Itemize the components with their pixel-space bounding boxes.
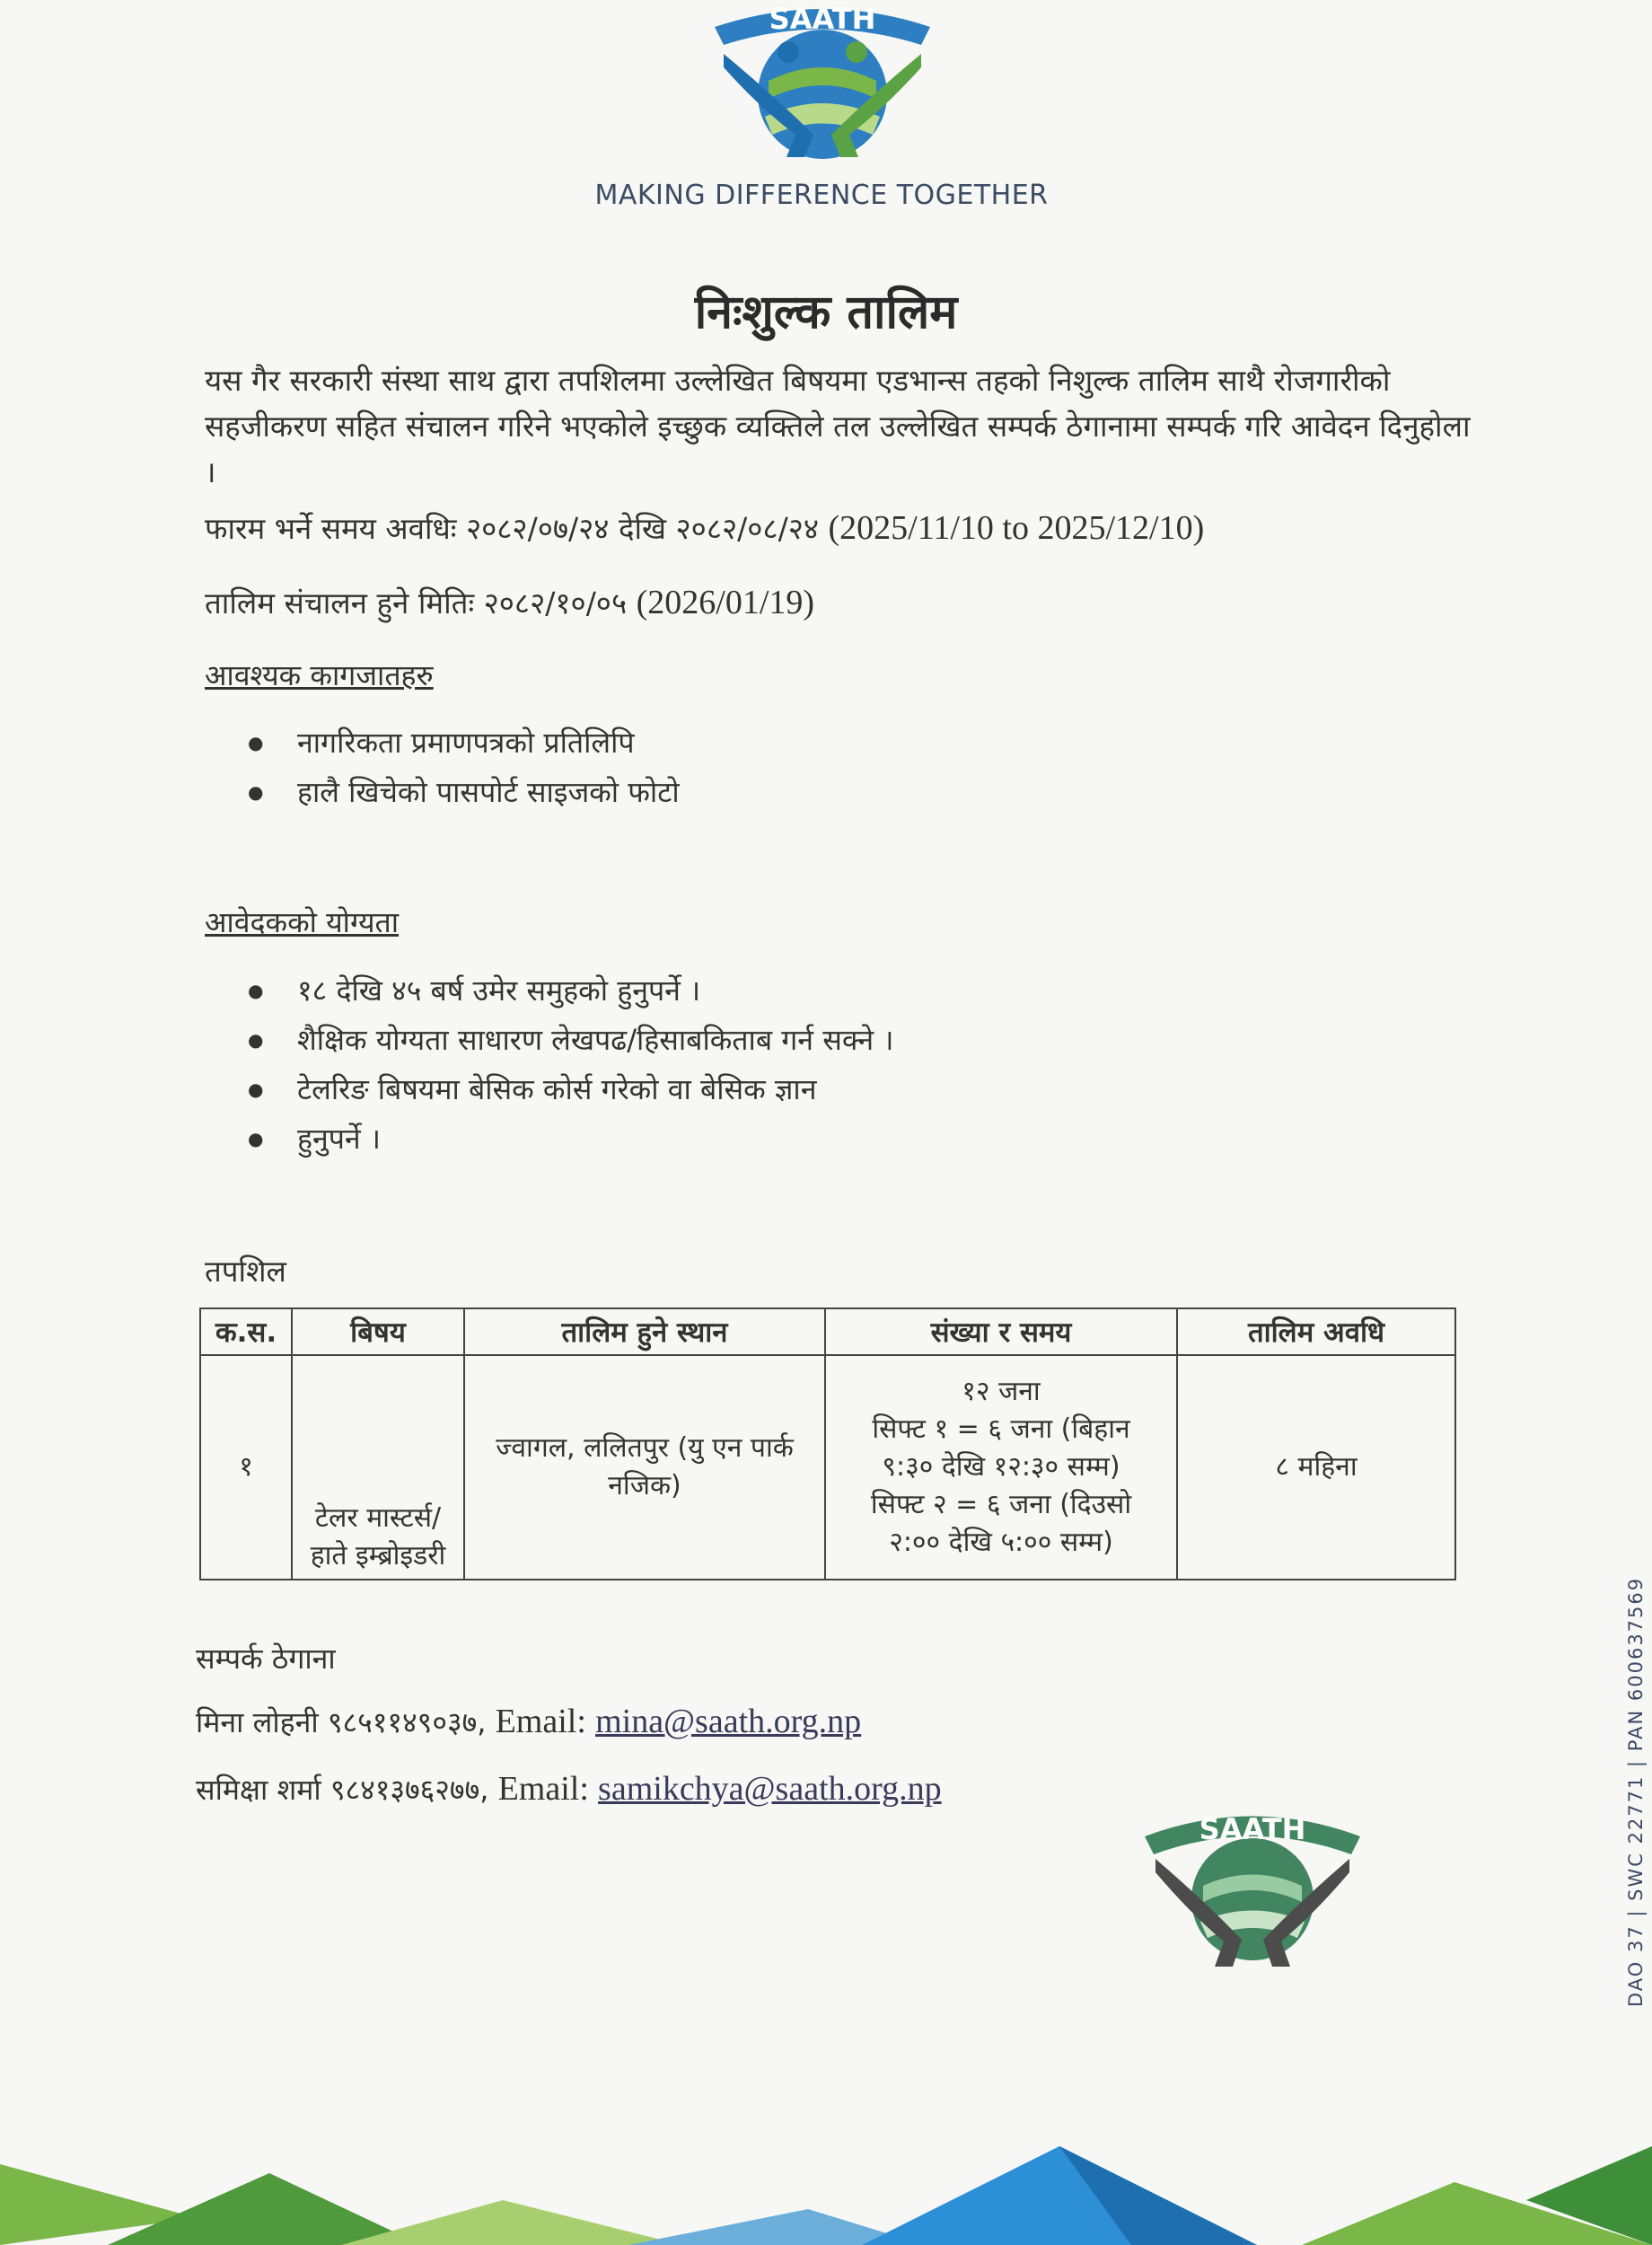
count-time-line: सिफ्ट १ = ६ जना (बिहान <box>872 1413 1130 1445</box>
schedule-heading: तपशिल <box>205 1254 286 1289</box>
col-header-subject: बिषय <box>292 1308 464 1355</box>
logo-wordmark: SAATH <box>1199 1812 1306 1846</box>
logo-wordmark: SAATH <box>769 2 876 36</box>
list-item: ● १८ देखि ४५ बर्ष उमेर समुहको हुनुपर्ने । <box>248 966 893 1016</box>
intro-paragraph: यस गैर सरकारी संस्था साथ द्वारा तपशिलमा उल्लेखित बिषयमा एडभान्स तहको निशुल्क तालिम साथै रोजगारीको सहजीकरण सहित संचालन गरिने भएकोले इच्छुक व्यक्तिले तल उल्लेखित सम्पर्क ठेगानामा सम्पर्क गरि आवेदन दिनुहोला । <box>205 363 1471 489</box>
col-header-sn: क.स. <box>200 1308 292 1355</box>
saath-logo <box>706 0 939 171</box>
registration-info: DAO 37 | SWC 22771 | PAN 600637569 <box>1625 1576 1647 2007</box>
form-period-dates: (2025/11/10 to 2025/12/10) <box>828 509 1205 547</box>
count-time-line: सिफ्ट २ = ६ जना (दिउसो <box>870 1489 1132 1520</box>
eligibility-list <box>248 966 893 1164</box>
contact-person <box>196 1769 942 1809</box>
count-time-line: २:०० देखि ५:०० सम्म) <box>889 1527 1113 1558</box>
page-title: निःशुल्क तालिम <box>694 286 958 339</box>
col-header-duration: तालिम अवधि <box>1177 1308 1455 1355</box>
training-date-label: तालिम संचालन हुने मितिः २०८२/१०/०५ <box>205 585 628 621</box>
schedule-table <box>199 1307 1456 1580</box>
training-date-ad: (2026/01/19) <box>636 584 815 621</box>
list-item: ● टेलरिङ बिषयमा बेसिक कोर्स गरेको वा बेसिक ज्ञान <box>248 1065 893 1114</box>
email-label: Email: <box>495 1703 586 1740</box>
contact-heading: सम्पर्क ठेगाना <box>196 1642 336 1676</box>
form-period <box>205 507 1204 548</box>
cell-subject: टेलर मास्टर्स/हाते इम्ब्रोइडरी <box>292 1355 464 1580</box>
eligibility-heading: आवेदकको योग्यता <box>205 905 400 939</box>
email-link[interactable]: samikchya@saath.org.np <box>598 1770 942 1808</box>
form-period-label: फारम भर्ने समय अवधिः २०८२/०७/२४ देखि २०८२/०८/२४ <box>205 511 820 546</box>
cell-count-time <box>825 1355 1177 1580</box>
footer-decoration <box>0 2146 1652 2245</box>
col-header-location: तालिम हुने स्थान <box>464 1308 825 1355</box>
contact-person <box>196 1702 861 1741</box>
count-time-line: १२ जना <box>962 1376 1041 1407</box>
cell-sn: १ <box>200 1355 292 1580</box>
count-time-line: ९:३० देखि १२:३० सम्म) <box>882 1451 1120 1483</box>
list-item: ● हुनुपर्ने । <box>248 1114 893 1164</box>
tagline: MAKING DIFFERENCE TOGETHER <box>594 180 1049 211</box>
email-label: Email: <box>497 1770 589 1808</box>
list-item: ● हालै खिचेको पासपोर्ट साइजको फोटो <box>248 768 680 817</box>
table-header-row <box>200 1308 1455 1355</box>
documents-list <box>248 718 680 817</box>
cell-duration: ८ महिना <box>1177 1355 1455 1580</box>
table-row <box>200 1355 1455 1580</box>
training-date <box>205 582 814 622</box>
cell-location: ज्वागल, ललितपुर (यु एन पार्क नजिक) <box>464 1355 825 1580</box>
contact-name-phone: समिक्षा शर्मा ९८४१३७६२७७, <box>196 1773 489 1807</box>
documents-heading: आवश्यक कागजातहरु <box>205 658 434 692</box>
email-link[interactable]: mina@saath.org.np <box>595 1703 862 1740</box>
list-item: ● शैक्षिक योग्यता साधारण लेखपढ/हिसाबकिताब गर्न सक्ने । <box>248 1016 893 1065</box>
contact-name-phone: मिना लोहनी ९८५११४९०३७, <box>196 1705 487 1739</box>
col-header-count-time: संख्या र समय <box>825 1308 1177 1355</box>
saath-logo-small <box>1136 1796 1369 1976</box>
list-item: ● नागरिकता प्रमाणपत्रको प्रतिलिपि <box>248 718 680 768</box>
